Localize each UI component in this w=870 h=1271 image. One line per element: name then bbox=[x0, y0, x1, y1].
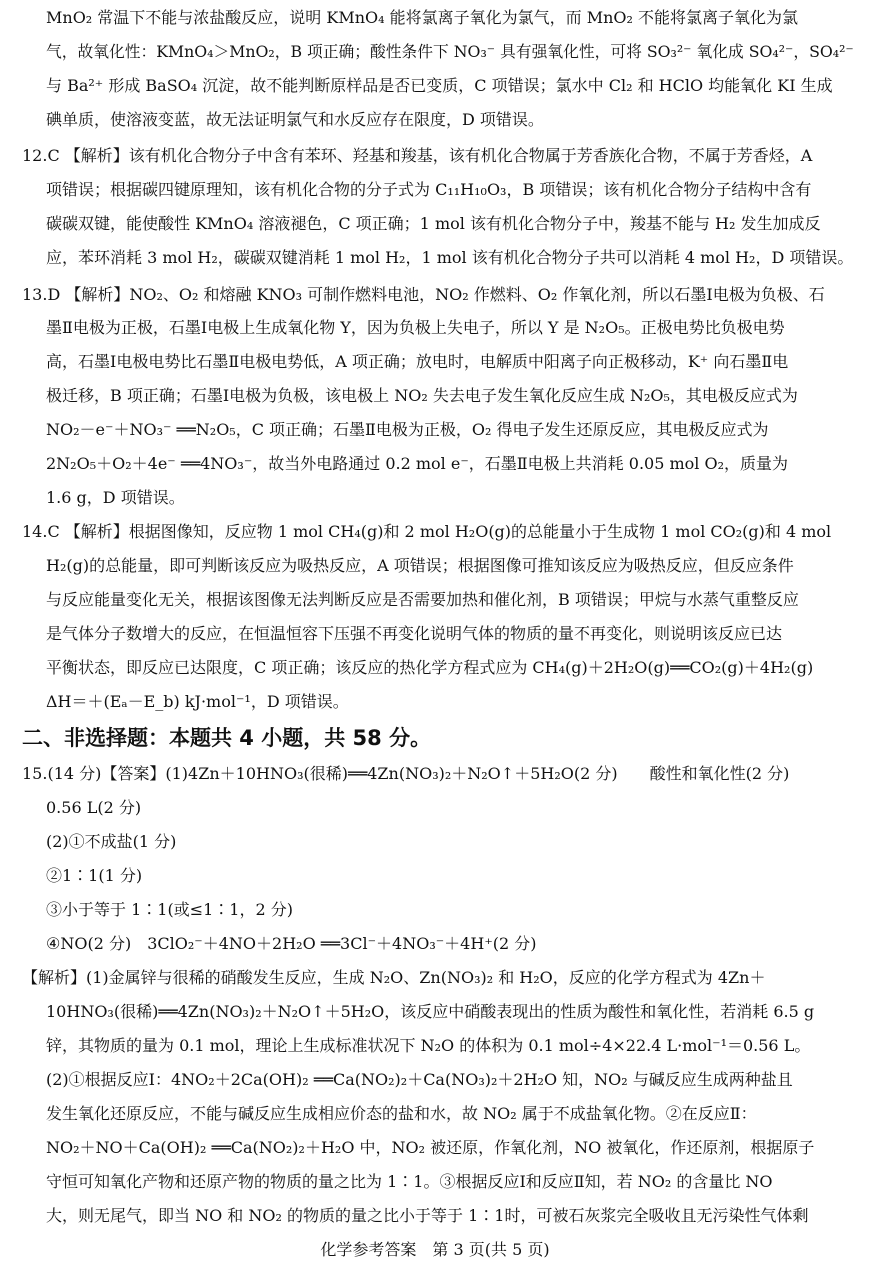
q14-line: 14.C 【解析】根据图像知，反应物 1 mol CH₄(g)和 2 mol H₂O(g)的总能量小于生成物 1 mol CO₂(g)和 4 mol bbox=[22, 522, 832, 541]
q15-analysis-line: 【解析】(1)金属锌与很稀的硝酸发生反应，生成 N₂O、Zn(NO₃)₂ 和 H₂O，反应的化学方程式为 4Zn＋ bbox=[22, 968, 766, 987]
page-footer: 化学参考答案 第 3 页(共 5 页) bbox=[320, 1240, 550, 1259]
text-line: ②1∶1(1 分) bbox=[46, 866, 143, 885]
text-line: (2)①根据反应Ⅰ：4NO₂＋2Ca(OH)₂ ══Ca(NO₂)₂＋Ca(NO₃)₂＋2H₂O 知，NO₂ 与碱反应生成两种盐且 bbox=[46, 1070, 793, 1089]
text-line: ③小于等于 1∶1(或≤1∶1，2 分) bbox=[46, 900, 293, 919]
q12-line: 12.C 【解析】该有机化合物分子中含有苯环、羟基和羧基，该有机化合物属于芳香族化合物，不属于芳香烃，A bbox=[22, 146, 813, 165]
text-line: 10HNO₃(很稀)══4Zn(NO₃)₂＋N₂O↑＋5H₂O，该反应中硝酸表现出的性质为酸性和氧化性，若消耗 6.5 g bbox=[46, 1002, 815, 1021]
text-line: NO₂－e⁻＋NO₃⁻ ══N₂O₅，C 项正确；石墨Ⅱ电极为正极，O₂ 得电子发生还原反应，其电极反应式为 bbox=[46, 420, 769, 439]
text-line: 守恒可知氧化产物和还原产物的物质的量之比为 1∶1。③根据反应Ⅰ和反应Ⅱ知，若 NO₂ 的含量比 NO bbox=[46, 1172, 773, 1191]
text-line: MnO₂ 常温下不能与浓盐酸反应，说明 KMnO₄ 能将氯离子氧化为氯气，而 MnO₂ 不能将氯离子氧化为氯 bbox=[46, 8, 799, 27]
text-line: ΔH＝＋(Eₐ－E_b) kJ·mol⁻¹，D 项错误。 bbox=[46, 692, 349, 711]
text-line: 极迁移，B 项正确；石墨Ⅰ电极为负极，该电极上 NO₂ 失去电子发生氧化反应生成 N₂O₅，其电极反应式为 bbox=[46, 386, 798, 405]
text-line: 大，则无尾气，即当 NO 和 NO₂ 的物质的量之比小于等于 1∶1时，可被石灰浆完全吸收且无污染性气体剩 bbox=[46, 1206, 809, 1225]
text-line: 1.6 g，D 项错误。 bbox=[46, 488, 185, 507]
text-line: (2)①不成盐(1 分) bbox=[46, 832, 177, 851]
section-heading: 二、非选择题：本题共 4 小题，共 58 分。 bbox=[22, 726, 432, 750]
q15-answer-line: 15.(14 分)【答案】(1)4Zn＋10HNO₃(很稀)══4Zn(NO₃)₂＋N₂O↑＋5H₂O(2 分) 酸性和氧化性(2 分) bbox=[22, 764, 790, 783]
text-line: 碳碳双键，能使酸性 KMnO₄ 溶液褪色，C 项正确；1 mol 该有机化合物分子中，羧基不能与 H₂ 发生加成反 bbox=[46, 214, 821, 233]
text-line: 气，故氧化性：KMnO₄＞MnO₂，B 项正确；酸性条件下 NO₃⁻ 具有强氧化性，可将 SO₃²⁻ 氧化成 SO₄²⁻，SO₄²⁻ bbox=[46, 42, 854, 61]
text-line: 是气体分子数增大的反应，在恒温恒容下压强不再变化说明气体的物质的量不再变化，则说明该反应已达 bbox=[46, 624, 783, 643]
q13-line: 13.D 【解析】NO₂、O₂ 和熔融 KNO₃ 可制作燃料电池，NO₂ 作燃料、O₂ 作氧化剂，所以石墨Ⅰ电极为负极、石 bbox=[22, 285, 825, 304]
text-line: 2N₂O₅＋O₂＋4e⁻ ══4NO₃⁻，故当外电路通过 0.2 mol e⁻，石墨Ⅱ电极上共消耗 0.05 mol O₂，质量为 bbox=[46, 454, 789, 473]
text-line: 0.56 L(2 分) bbox=[46, 798, 142, 817]
text-line: 墨Ⅱ电极为正极，石墨Ⅰ电极上生成氧化物 Y，因为负极上失电子，所以 Y 是 N₂O₅。正极电势比负极电势 bbox=[46, 318, 785, 337]
text-line: 平衡状态，即反应已达限度，C 项正确；该反应的热化学方程式应为 CH₄(g)＋2H₂O(g)══CO₂(g)＋4H₂(g) bbox=[46, 658, 814, 677]
text-line: 碘单质，使溶液变蓝，故无法证明氯气和水反应存在限度，D 项错误。 bbox=[46, 110, 544, 129]
text-line: 应，苯环消耗 3 mol H₂，碳碳双键消耗 1 mol H₂，1 mol 该有机化合物分子共可以消耗 4 mol H₂，D 项错误。 bbox=[46, 248, 854, 267]
text-line: 高，石墨Ⅰ电极电势比石墨Ⅱ电极电势低，A 项正确；放电时，电解质中阳离子向正极移动，K⁺ 向石墨Ⅱ电 bbox=[46, 352, 789, 371]
text-line: ④NO(2 分) 3ClO₂⁻＋4NO＋2H₂O ══3Cl⁻＋4NO₃⁻＋4H⁺(2 分) bbox=[46, 934, 537, 953]
text-line: NO₂＋NO＋Ca(OH)₂ ══Ca(NO₂)₂＋H₂O 中，NO₂ 被还原，作氧化剂，NO 被氧化，作还原剂，根据原子 bbox=[46, 1138, 815, 1157]
text-line: H₂(g)的总能量，即可判断该反应为吸热反应，A 项错误；根据图像可推知该反应为吸热反应，但反应条件 bbox=[46, 556, 794, 575]
text-line: 与 Ba²⁺ 形成 BaSO₄ 沉淀，故不能判断原样品是否已变质，C 项错误；氯水中 Cl₂ 和 HClO 均能氧化 KI 生成 bbox=[46, 76, 833, 95]
text-line: 项错误；根据碳四键原理知，该有机化合物的分子式为 C₁₁H₁₀O₃，B 项错误；该有机化合物分子结构中含有 bbox=[46, 180, 812, 199]
text-line: 锌，其物质的量为 0.1 mol，理论上生成标准状况下 N₂O 的体积为 0.1 mol÷4×22.4 L·mol⁻¹＝0.56 L。 bbox=[46, 1036, 811, 1055]
text-line: 发生氧化还原反应，不能与碱反应生成相应价态的盐和水，故 NO₂ 属于不成盐氧化物。②在反应Ⅱ： bbox=[46, 1104, 757, 1123]
text-line: 与反应能量变化无关，根据该图像无法判断反应是否需要加热和催化剂，B 项错误；甲烷与水蒸气重整反应 bbox=[46, 590, 799, 609]
